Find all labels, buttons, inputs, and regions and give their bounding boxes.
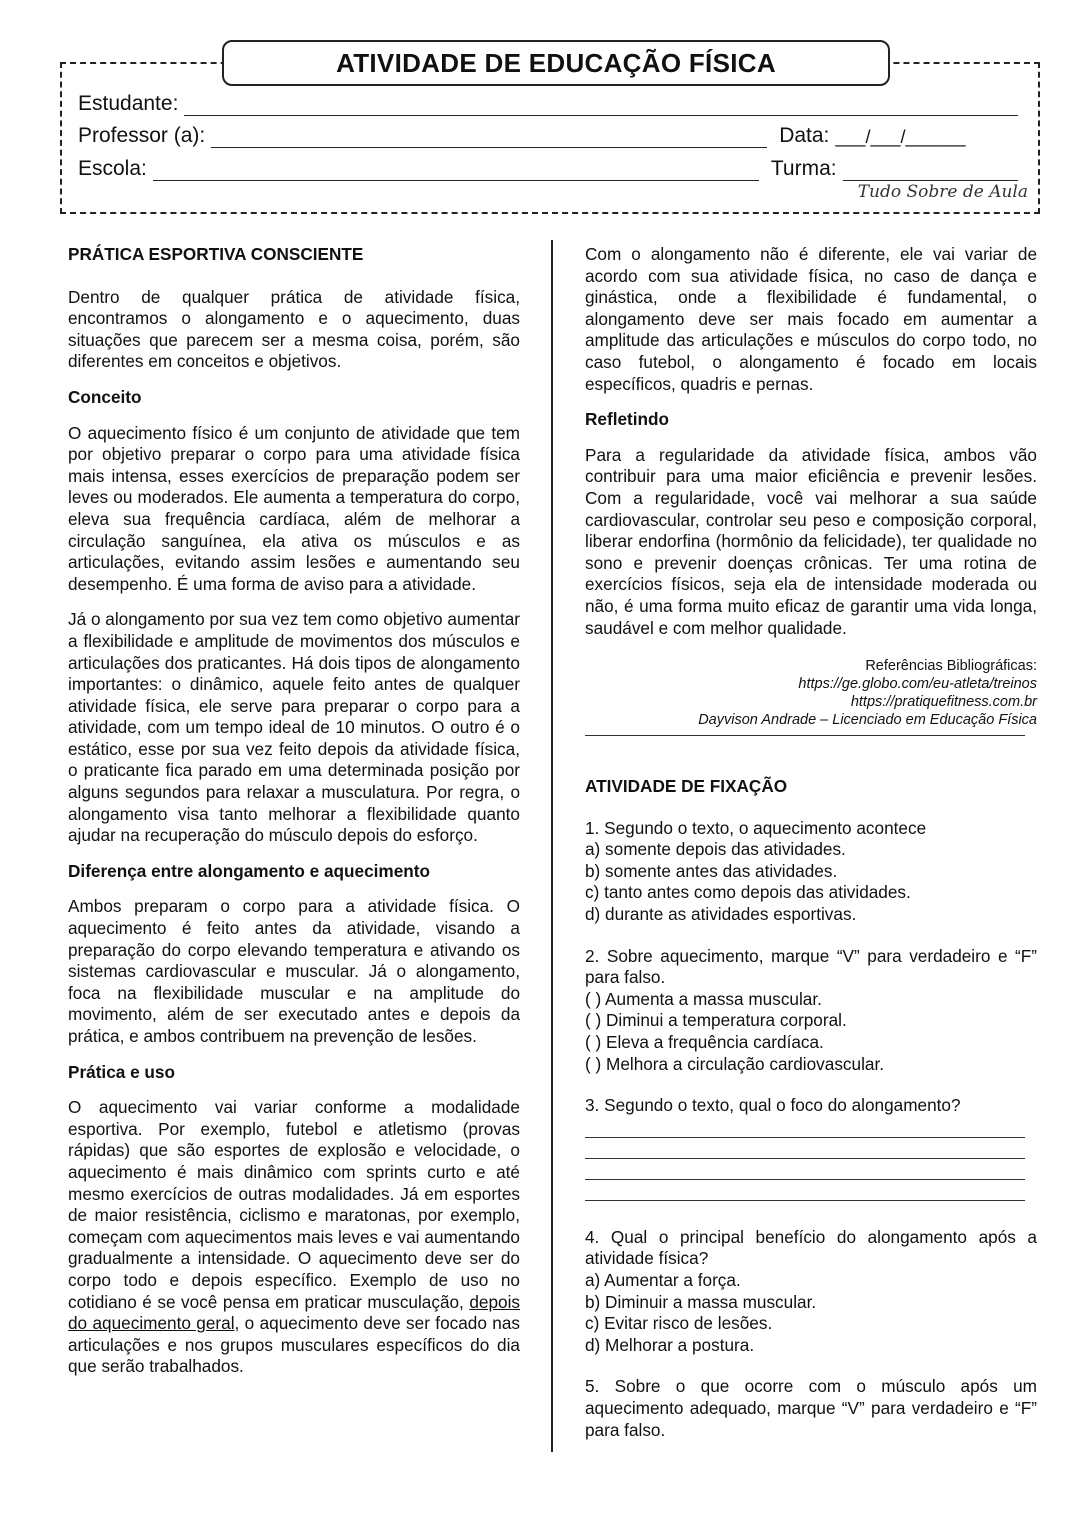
school-class-row bbox=[78, 157, 1018, 181]
practice-text-a: O aquecimento vai variar conforme a modalidade esportiva. Por exemplo, futebol e atletismo (provas rápidas) que são esportes de explosão e velocidade, o aquecimento é mais dinâmico com sprints curto e até mesmo exercícios de outras modalidades. Já em esportes de maior resistência, ciclismo e maratonas, por exemplo, começam com aquecimentos mais leves e vai aumentando gradualmente a intensidade. O aquecimento deve ser do corpo todo e depois específico. Exemplo de uso no cotidiano é se você pensa em praticar musculação, bbox=[68, 1097, 520, 1312]
difference-paragraph: Ambos preparam o corpo para a atividade física. O aquecimento é feito antes da atividade, visando a preparação do corpo elevando temperatura e ativando os sistemas cardiovascular e muscular. Já o alongamento, foca na flexibilidade muscular e na amplitude do movimento, além de ser executado antes e depois da prática, e ambos contribuem na prevenção de lesões. bbox=[68, 896, 520, 1046]
concept-paragraph-1: O aquecimento físico é um conjunto de atividade que tem por objetivo preparar o corpo para uma atividade física mais intensa, esses exercícios de preparação podem ser leves ou moderados. Ele aumenta a temperatura do corpo, eleva sua frequência cardíaca, além de melhorar a circulação sanguínea, ela ativa os músculos e as articulações, evitando assim lesões e aumentando seu desempenho. É uma forma de aviso para a atividade. bbox=[68, 422, 520, 594]
q1-option-a[interactable]: a) somente depois das atividades. bbox=[585, 839, 846, 860]
q2-item-1[interactable]: ( ) Aumenta a massa muscular. bbox=[585, 988, 822, 1009]
column-divider bbox=[551, 240, 553, 1452]
practice-heading: Prática e uso bbox=[68, 1061, 175, 1082]
reflect-heading: Refletindo bbox=[585, 409, 670, 430]
class-line[interactable] bbox=[843, 162, 1018, 181]
references-divider bbox=[585, 735, 1025, 736]
q1-option-b[interactable]: b) somente antes das atividades. bbox=[585, 860, 838, 881]
teacher-date-row bbox=[78, 124, 1018, 148]
date-label: Data: bbox=[779, 124, 830, 147]
student-line[interactable] bbox=[184, 97, 1018, 116]
student-field[interactable] bbox=[78, 92, 1018, 116]
references-title: Referências Bibliográficas: bbox=[865, 658, 1037, 675]
answer-line[interactable] bbox=[585, 1180, 1025, 1201]
practice-paragraph bbox=[68, 1097, 520, 1378]
q1-option-d[interactable]: d) durante as atividades esportivas. bbox=[585, 904, 857, 925]
answer-line[interactable] bbox=[585, 1159, 1025, 1180]
section-title: PRÁTICA ESPORTIVA CONSCIENTE bbox=[68, 244, 364, 264]
q4-option-d[interactable]: d) Melhorar a postura. bbox=[585, 1334, 755, 1355]
intro-paragraph: Dentro de qualquer prática de atividade física, encontramos o alongamento e o aquecimento, duas situações que parecem ser a mesma coisa, porém, são diferentes em conceitos e objetivos. bbox=[68, 286, 520, 372]
answer-line[interactable] bbox=[585, 1117, 1025, 1138]
date-field[interactable]: ___/___/______ bbox=[835, 127, 966, 147]
question-2: 2. Sobre aquecimento, marque “V” para verdadeiro e “F” para falso. bbox=[585, 945, 1037, 988]
question-4: 4. Qual o principal benefício do alongamento após a atividade física? bbox=[585, 1226, 1037, 1269]
reference-link-2[interactable]: https://pratiquefitness.com.br bbox=[850, 694, 1037, 711]
teacher-line[interactable] bbox=[211, 129, 767, 148]
exercise-heading: ATIVIDADE DE FIXAÇÃO bbox=[585, 776, 788, 797]
question-1: 1. Segundo o texto, o aquecimento acontece bbox=[585, 817, 927, 838]
q4-option-b[interactable]: b) Diminuir a massa muscular. bbox=[585, 1291, 817, 1312]
q4-option-a[interactable]: a) Aumentar a força. bbox=[585, 1270, 741, 1290]
concept-paragraph-2: Já o alongamento por sua vez tem como objetivo aumentar a flexibilidade e amplitude de movimentos dos músculos e articulações dos praticantes. Há dois tipos de alongamento importantes: o dinâmico, aquele feito antes de qualquer atividade física, ele serve para preparar o corpo para a atividade, com um tempo ideal de 10 minutos. O outro é o estático, esse por sua vez feito depois da atividade física, o praticante fica parado em uma determinada posição por alguns segundos para relaxar a musculatura. Por regra, o alongamento visa tanto melhorar a flexibilidade quanto ajudar na recuperação do músculo depois do esforço. bbox=[68, 609, 520, 846]
q1-option-c[interactable]: c) tanto antes como depois das atividades. bbox=[585, 882, 911, 903]
q2-item-3[interactable]: ( ) Eleva a frequência cardíaca. bbox=[585, 1032, 824, 1053]
right-column bbox=[585, 240, 1037, 1441]
practice-text-b: , o aquecimento deve ser focado nas articulações e nos grupos musculares específicos do dia que serão trabalhados. bbox=[68, 1313, 520, 1377]
question-5: 5. Sobre o que ocorre com o músculo após um aquecimento adequado, marque “V” para verdadeiro e “F” para falso. bbox=[585, 1376, 1037, 1440]
student-label: Estudante: bbox=[78, 92, 179, 115]
school-line[interactable] bbox=[153, 162, 759, 181]
answer-line[interactable] bbox=[585, 1138, 1025, 1159]
q4-option-c[interactable]: c) Evitar risco de lesões. bbox=[585, 1313, 773, 1334]
signature-logo: Tudo Sobre de Aula bbox=[857, 182, 1028, 202]
references bbox=[585, 657, 1037, 729]
reference-link-1[interactable]: https://ge.globo.com/eu-atleta/treinos bbox=[798, 676, 1037, 693]
practice-text-underlined: depois do aquecimento geral bbox=[68, 1291, 520, 1334]
class-label: Turma: bbox=[770, 157, 837, 180]
question-3: 3. Segundo o texto, qual o foco do alongamento? bbox=[585, 1095, 961, 1116]
reflect-paragraph: Para a regularidade da atividade física, ambos vão contribuir para uma maior eficiência e prevenir lesões. Com a regularidade, você vai melhorar a sua saúde cardiovascular, controlar seu peso e composição corporal, liberar endorfina (hormônio da felicidade), ter qualidade no sono e prevenir doenças crônicas. Ter uma rotina de exercícios físicos, seja ela de intensidade moderada ou não, é uma forma muito eficaz de garantir uma vida longa, saudável e com melhor qualidade. bbox=[585, 444, 1037, 638]
teacher-label: Professor (a): bbox=[78, 124, 206, 147]
q2-item-4[interactable]: ( ) Melhora a circulação cardiovascular. bbox=[585, 1053, 884, 1074]
school-label: Escola: bbox=[78, 157, 147, 180]
reference-author: Dayvison Andrade – Licenciado em Educação Física bbox=[698, 712, 1037, 729]
difference-heading: Diferença entre alongamento e aquecimento bbox=[68, 860, 430, 881]
q2-item-2[interactable]: ( ) Diminui a temperatura corporal. bbox=[585, 1010, 847, 1031]
concept-heading: Conceito bbox=[68, 386, 142, 407]
left-column bbox=[68, 240, 520, 1378]
stretching-paragraph: Com o alongamento não é diferente, ele vai variar de acordo com sua atividade física, no caso de dança e ginástica, onde a flexibilidade é fundamental, o alongamento deve ser mais focado em aumentar a amplitude das articulações e músculos do corpo todo, no caso futebol, o alongamento é focado em locais específicos, quadris e pernas. bbox=[585, 244, 1037, 394]
page-title: ATIVIDADE DE EDUCAÇÃO FÍSICA bbox=[222, 40, 890, 86]
